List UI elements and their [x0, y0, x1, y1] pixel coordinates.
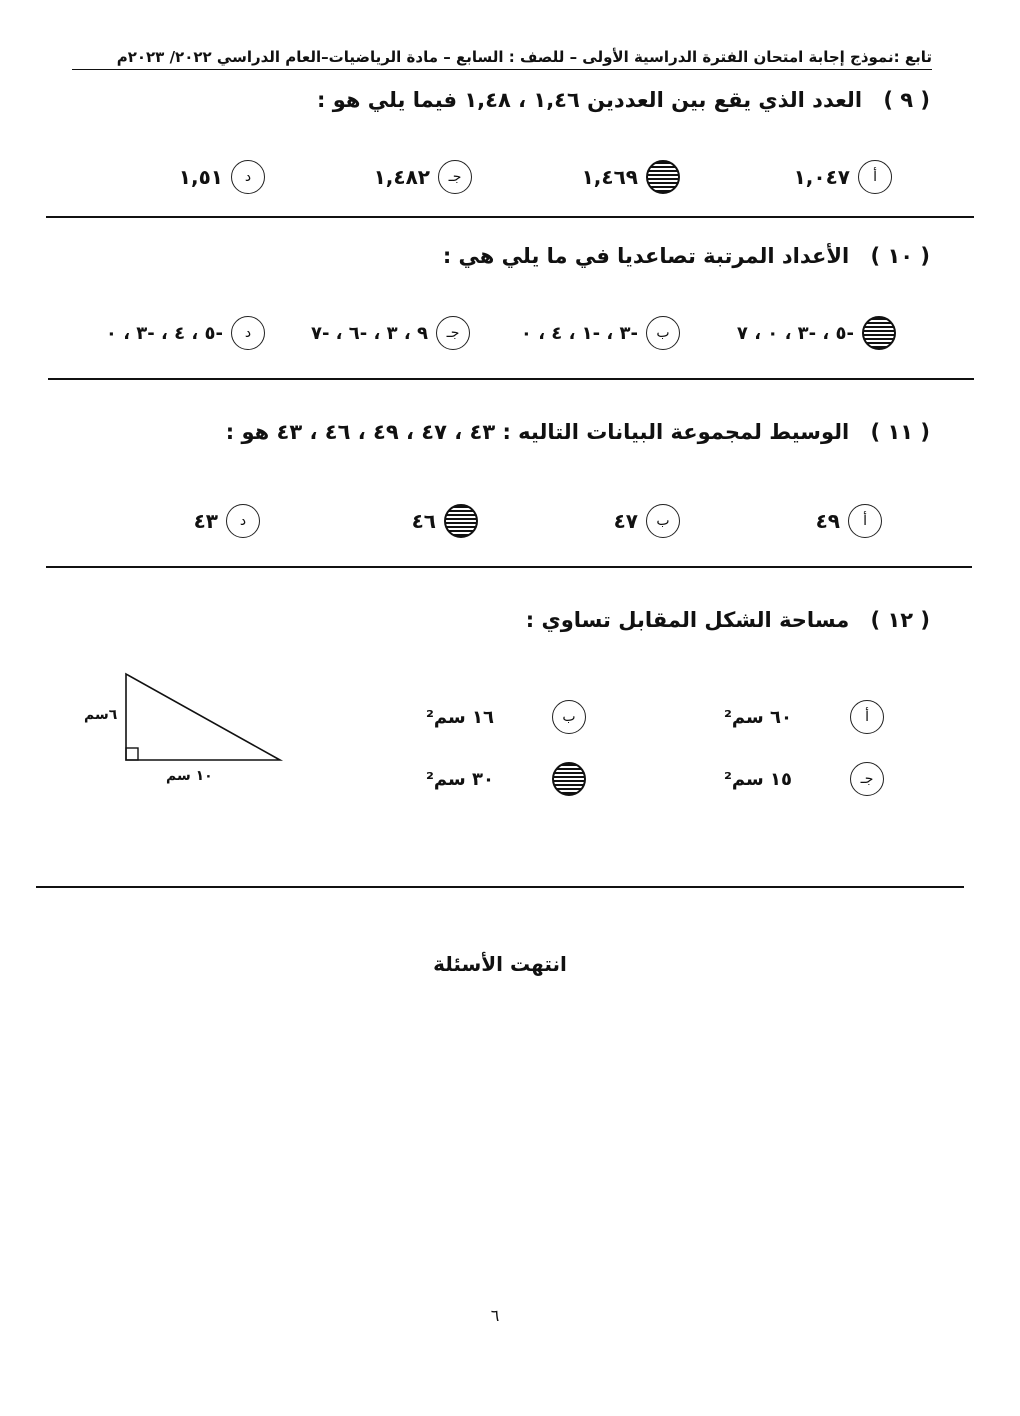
option-value: ١,٠٤٧: [793, 165, 850, 189]
option-d-selected[interactable]: [426, 762, 586, 796]
option-c-selected[interactable]: [412, 504, 478, 538]
option-bubble[interactable]: جـ: [850, 762, 884, 796]
option-a-selected[interactable]: [737, 316, 896, 350]
option-bubble[interactable]: ب: [646, 504, 680, 538]
question-11: [226, 420, 930, 444]
option-b[interactable]: [521, 316, 680, 350]
triangle-base-label: ١٠ سم: [166, 768, 213, 784]
option-bubble-filled[interactable]: [552, 762, 586, 796]
option-b[interactable]: [614, 504, 680, 538]
option-bubble-filled[interactable]: [444, 504, 478, 538]
option-value: -٥ ، ٤ ، -٣ ، ٠: [105, 322, 223, 344]
option-bubble[interactable]: ب: [552, 700, 586, 734]
option-value: ٤٧: [613, 509, 638, 533]
end-of-questions: انتهت الأسئلة: [433, 952, 567, 976]
option-value: ١,٤٦٩: [581, 165, 638, 189]
option-value: ١,٤٨٢: [373, 165, 430, 189]
page-number: ٦: [490, 1306, 500, 1325]
option-value: ١,٥١: [178, 165, 223, 189]
question-10: [443, 244, 930, 268]
option-d[interactable]: [106, 316, 265, 350]
option-a[interactable]: [816, 504, 882, 538]
option-a[interactable]: [794, 160, 892, 194]
question-text: العدد الذي يقع بين العددين ١,٤٦ ، ١,٤٨ فيما يلي هو :: [316, 88, 863, 112]
option-b-selected[interactable]: [582, 160, 680, 194]
option-value: ٦٠ سم²: [724, 706, 792, 728]
option-bubble[interactable]: أ: [848, 504, 882, 538]
question-text: مساحة الشكل المقابل تساوي :: [525, 608, 850, 632]
option-bubble[interactable]: ب: [646, 316, 680, 350]
option-bubble[interactable]: د: [231, 316, 265, 350]
option-value: ١٥ سم²: [724, 768, 792, 790]
option-a[interactable]: [724, 700, 884, 734]
divider: [36, 886, 964, 888]
question-12: [526, 608, 930, 632]
option-value: ٤٣: [193, 509, 218, 533]
option-value: -٣ ، -١ ، ٤ ، ٠: [520, 322, 638, 344]
right-triangle-figure: [120, 670, 290, 770]
option-c[interactable]: [374, 160, 472, 194]
option-bubble-filled[interactable]: [646, 160, 680, 194]
divider: [46, 216, 974, 218]
divider: [48, 378, 974, 380]
option-value: ٤٦: [411, 509, 436, 533]
question-text: الأعداد المرتبة تصاعديا في ما يلي هي :: [442, 244, 850, 268]
question-text: الوسيط لمجموعة البيانات التاليه : ٤٣ ، ٤٧ ، ٤٩ ، ٤٦ ، ٤٣ هو :: [225, 420, 850, 444]
question-number: ( ١١ ): [870, 420, 930, 444]
question-number: ( ١٠ ): [870, 244, 930, 268]
option-value: ٤٩: [815, 509, 840, 533]
divider: [46, 566, 972, 568]
exam-header: تابع :نموذج إجابة امتحان الفترة الدراسية الأولى – للصف : السابع – مادة الرياضيات–العام الدراسي ٢٠٢٢/ ٢٠٢٣م: [72, 48, 932, 70]
option-value: ٩ ، ٣ ، -٦ ، -٧: [310, 322, 428, 344]
option-b[interactable]: [426, 700, 586, 734]
option-bubble[interactable]: د: [226, 504, 260, 538]
option-d[interactable]: [179, 160, 265, 194]
option-value: -٥ ، -٣ ، ٠ ، ٧: [736, 322, 854, 344]
question-number: ( ١٢ ): [870, 608, 930, 632]
question-number: ( ٩ ): [883, 88, 930, 112]
option-bubble[interactable]: أ: [858, 160, 892, 194]
option-bubble[interactable]: جـ: [436, 316, 470, 350]
option-bubble[interactable]: أ: [850, 700, 884, 734]
option-d[interactable]: [194, 504, 260, 538]
triangle-height-label: ٦سم: [84, 707, 118, 723]
option-bubble-filled[interactable]: [862, 316, 896, 350]
option-value: ٣٠ سم²: [426, 768, 494, 790]
option-bubble[interactable]: د: [231, 160, 265, 194]
option-bubble[interactable]: جـ: [438, 160, 472, 194]
option-value: ١٦ سم²: [426, 706, 494, 728]
option-c[interactable]: [311, 316, 470, 350]
question-9: [317, 88, 930, 112]
option-c[interactable]: [724, 762, 884, 796]
